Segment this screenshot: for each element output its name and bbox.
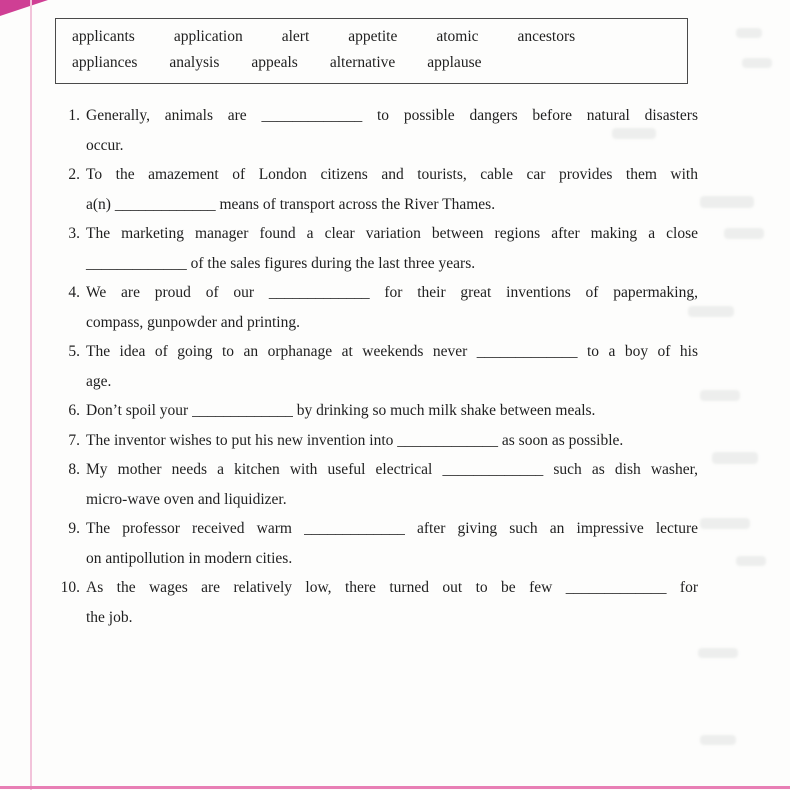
word-bank-word: alert xyxy=(281,28,310,45)
exercise-item-3 xyxy=(54,219,698,278)
sentence-line: The idea of going to an orphanage at weekends never _____________ to a boy of his xyxy=(86,343,698,360)
word-bank-word: applause xyxy=(427,54,482,71)
word-bank-word: appeals xyxy=(251,54,298,71)
bleed-smudge xyxy=(742,58,772,68)
sentence-number: 6. xyxy=(68,402,80,419)
word-bank-word: application xyxy=(173,28,243,45)
exercise-item-6 xyxy=(54,396,698,426)
word-bank-box xyxy=(55,18,688,84)
sentence-text xyxy=(86,219,698,278)
sentence-number: 7. xyxy=(68,431,80,449)
sentence-text xyxy=(86,455,698,514)
sentence-line: micro-wave oven and liquidizer. xyxy=(86,490,287,508)
sentence-line: We are proud of our _____________ for their great inventions of papermaking, xyxy=(86,284,698,301)
sentence-text xyxy=(86,573,698,632)
sentence-number: 8. xyxy=(68,461,80,478)
sentence-line: Generally, animals are _____________ to possible dangers before natural disasters xyxy=(86,107,698,124)
sentence-line: compass, gunpowder and printing. xyxy=(86,313,300,331)
exercise-item-5 xyxy=(54,337,698,396)
sentence-line: The professor received warm _____________ after giving such an impressive lecture xyxy=(86,520,698,537)
sentence-number: 3. xyxy=(68,225,80,242)
sentence-number: 10. xyxy=(60,579,80,596)
exercise-item-1 xyxy=(54,101,698,160)
sentence-text xyxy=(86,337,698,396)
bleed-smudge xyxy=(724,228,764,239)
sentence-line: the job. xyxy=(86,608,133,626)
word-bank-word: applicants xyxy=(72,28,135,45)
exercise-item-9 xyxy=(54,514,698,573)
exercise-item-2 xyxy=(54,160,698,219)
sentence-text xyxy=(86,101,698,160)
bleed-smudge xyxy=(700,518,750,529)
bleed-smudge xyxy=(736,556,766,566)
sentence-number: 5. xyxy=(68,343,80,360)
sentence-number: 1. xyxy=(68,107,80,124)
sentence-number: 4. xyxy=(68,284,80,301)
bleed-smudge xyxy=(700,735,736,745)
sentence-text xyxy=(86,396,698,426)
word-bank-word: appliances xyxy=(72,54,138,71)
word-bank-row-2 xyxy=(72,50,671,76)
sentence-line: The inventor wishes to put his new invention into _____________ as soon as possible. xyxy=(86,431,624,449)
sentence-line: age. xyxy=(86,372,112,390)
sentence-line: As the wages are relatively low, there turned out to be few _____________ for xyxy=(86,579,698,596)
sentence-line: To the amazement of London citizens and tourists, cable car provides them with xyxy=(86,166,698,183)
sentence-line: Don’t spoil your _____________ by drinking so much milk shake between meals. xyxy=(86,402,596,419)
bleed-smudge xyxy=(698,648,738,658)
pink-left-edge-line xyxy=(30,0,32,790)
exercise-item-10 xyxy=(54,573,698,632)
sentence-line: on antipollution in modern cities. xyxy=(86,549,293,567)
pink-corner-mark xyxy=(0,0,48,16)
exercise-item-8 xyxy=(54,455,698,514)
sentence-number: 2. xyxy=(68,166,80,183)
sentence-text xyxy=(86,160,698,219)
sentence-text xyxy=(86,514,698,573)
sentence-line: The marketing manager found a clear variation between regions after making a close xyxy=(86,225,698,242)
exercise-item-4 xyxy=(54,278,698,337)
word-bank-row-1 xyxy=(72,24,671,50)
exercise-item-7 xyxy=(54,426,698,456)
word-bank-word: appetite xyxy=(348,28,398,45)
word-bank-word: analysis xyxy=(169,54,220,71)
sentence-text xyxy=(86,426,698,456)
bleed-smudge xyxy=(712,452,758,464)
word-bank-word: atomic xyxy=(436,28,479,45)
sentence-line: occur. xyxy=(86,136,124,154)
pink-bottom-edge-line xyxy=(0,786,790,789)
bleed-smudge xyxy=(736,28,762,38)
sentence-line: _____________ of the sales figures during the last three years. xyxy=(86,254,476,272)
exercise-list xyxy=(54,101,698,632)
sentence-line: My mother needs a kitchen with useful electrical _____________ such as dish washer, xyxy=(86,461,698,478)
sentence-text xyxy=(86,278,698,337)
sentence-line: a(n) _____________ means of transport across the River Thames. xyxy=(86,195,496,213)
sentence-number: 9. xyxy=(68,520,80,537)
word-bank-word: ancestors xyxy=(517,28,576,45)
bleed-smudge xyxy=(700,390,740,401)
word-bank-word: alternative xyxy=(329,54,396,71)
bleed-smudge xyxy=(700,196,754,208)
